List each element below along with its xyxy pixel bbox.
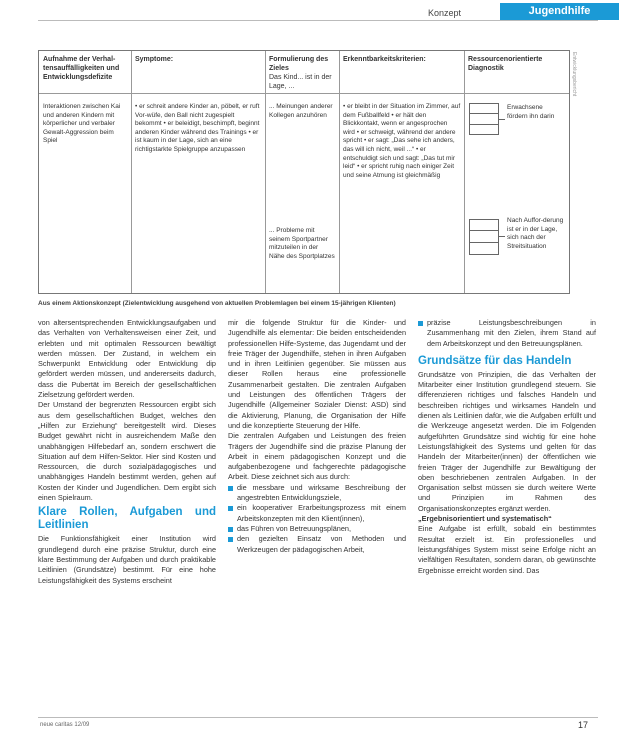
scale-line <box>469 124 499 125</box>
page-number: 17 <box>578 720 589 730</box>
list-item: ein kooperativer Erarbeitungsprozess mit einem Arbeitskonzepten mit den Klient(innen), <box>228 503 406 524</box>
table-header-3-sub: Das Kind... ist in der Lage, ... <box>269 74 332 90</box>
header-section-label: Konzept <box>428 8 462 18</box>
list-item: die messbare und wirksame Beschreibung der angestrebten Entwicklungsziele, <box>228 483 406 504</box>
diagnosis-table <box>38 50 570 294</box>
paragraph: Eine Aufgabe ist erfüllt, sobald ein bestimmtes Resultat erzielt ist. Ein professionelles und leistungsfähiges System misst seine Erfolge nicht an vielfältigen Resultaten, sondern daran, ob gewünschte Ergebnisse erreicht worden sind. Das <box>418 524 596 575</box>
paragraph: Der Umstand der begrenzten Ressourcen ergibt sich aus dem gesellschaftlichen Budget, welches den „Hilfen zur Erziehung“ bereitgestellt wird. Dieses Budget gewährt nicht in ausreichendem Maße den unabhängigen Hilfebedarf an, sondern erschwert die Situation auf dem Hilfen-Sektor. Hier sind Kosten und Ressourcen, die durch sozialpädagogisches und unabhängiges Handeln bestimmt werden, gehen auf Kosten der Kinder und Jugendlichen. Dem ergibt sich einen Spielraum. <box>38 400 216 503</box>
section-heading: Grundsätze für das Handeln <box>418 354 572 367</box>
paragraph: von altersentsprechenden Entwicklungsaufgaben und das Verhalten von Verhaltensweisen einer Zeit, und erlebten und mit optimalen Ressourcen bewältigt werden müssen. Der Zustand, in welchem ein Schwerpunkt Entwicklung oder Entwicklung dip gefördert werden müssen, und andererseits dadurch, dass die Pubertät im Bereich der gesellschaftlichen Zielsetzung gefördert werden. <box>38 318 216 400</box>
subheading: „Ergebnisorientiert und systematisch“ <box>418 514 552 524</box>
table-header-1: Aufnahme der Verhal-tensauffälligkeiten und Entwicklungsdefizite <box>43 56 120 81</box>
list-item: den gezielten Einsatz von Methoden und Werkzeugen der pädagogischen Arbeit, <box>228 534 406 555</box>
footer-journal: neue caritas 12/09 <box>40 722 90 728</box>
paragraph: Die zentralen Aufgaben und Leistungen des freien Trägers der Jugendhilfe sind die präzise Planung der Arbeit in einem pädagogischen Konzept und die aufgabenbezogene und fachgerechte pädagogische Arbeit. Diese zeichnet sich aus durch: <box>228 431 406 482</box>
scale-connector <box>499 236 505 237</box>
scale-box-2 <box>469 219 499 255</box>
footer-rule <box>38 717 598 718</box>
scale-line <box>469 113 499 114</box>
text-column-1 <box>38 318 216 586</box>
table-cell-behaviour: Interaktionen zwischen Kai und anderen Kindern mit körperlicher und verbaler Gewalt-Aggression beim Spiel <box>43 103 121 145</box>
table-header-4: Erkenntbarkeitskriterien: <box>343 56 426 63</box>
table-col-divider <box>339 51 340 293</box>
table-cell-goal-2: ... Probleme mit seinem Sportpartner mitzuteilen in der Nähe des Sportplatzes <box>269 227 335 260</box>
scale-box-1 <box>469 103 499 135</box>
table-header-3 <box>269 55 337 91</box>
header-tag: Jugendhilfe <box>500 3 619 20</box>
list-item: das Führen von Betreuungsplänen, <box>228 524 406 534</box>
text-column-2 <box>228 318 406 555</box>
table-col-divider <box>131 51 132 293</box>
table-header-rule <box>39 93 569 94</box>
table-col-divider <box>464 51 465 293</box>
paragraph: mir die folgende Struktur für die Kinder- und Jugendhilfe als elementar: Die beiden entscheidenden professionellen Hilfe-Systeme, das Jugendamt und der freie Träger der Jugendhilfe, stehen in ihren Aufgaben und in ihren Leitlinien gegenüber. Sie müssen aus dieser Rollen heraus eine professionelle Zusammenarbeit gestalten. Die zentralen Aufgaben und Leistungen des öffentlichen Trägers der Jugendhilfe (Allgemeiner Sozialer Dienst: ASD) sind die Aktivierung, Planung, die Organisation der Hilfe und die konzeptierte Steuerung der Hilfe. <box>228 318 406 430</box>
list-item: präzise Leistungsbeschreibungen in Zusammenhang mit den Zielen, ihrem Stand auf dem Arbeitskonzept und den Betreuungsplänen. <box>418 318 596 349</box>
scale-line <box>469 242 499 243</box>
section-heading: Klare Rollen, Aufgaben und Leitlinien <box>38 506 216 532</box>
table-cell-symptoms: • er schreit andere Kinder an, pöbelt, er ruft Vor-wüfe, den Ball nicht zugespielt bekommt • er beleidigt, beschimpft, beginnt anderen Kinder während des Trainings • er ist kaum in der Lage, sich an eine richtigstarkte Spielgruppe anzupassen <box>135 103 260 153</box>
table-cell-goal-1: ... Meinungen anderer Kollegen anzuhören <box>269 103 333 119</box>
header-rule <box>38 20 598 21</box>
scale-line <box>469 230 499 231</box>
table-cell-resources-2: Nach Auffor-derung ist er in der Lage, sich nach der Streitsituation <box>507 217 564 250</box>
side-margin-text: Entwicklungsbericht <box>571 52 577 97</box>
table-header-2: Symptome: <box>135 56 174 63</box>
table-header-3-title: Formulierung des Zieles <box>269 56 329 72</box>
paragraph: Die Funktionsfähigkeit einer Institution wird grundlegend durch eine präzise Struktur, durch eine klare Bestimmung der Aufgaben und durch praktikable Leitlinien (Grundsätze) bestimmt. Für eine hohe Leistungsfähigkeit des Systems erscheint <box>38 534 216 585</box>
table-header-5: Ressourcenorientierte Diagnostik <box>468 56 543 72</box>
table-caption: Aus einem Aktionskonzept (Zielentwicklung ausgehend von aktuellen Problemlagen bei einem 15-jährigen Klienten) <box>38 300 396 307</box>
table-cell-resources-1: Erwachsene fördern ihn darin <box>507 104 555 120</box>
paragraph: Grundsätze von Prinzipien, die das Verhalten der Mitarbeiter einer Institution grundlegend steuern. Sie differenzieren richtiges und falsches Handeln und beschreiben richtiges und wirksames Handeln und dienen als Leitlinien dafür, wie die Aufgaben erfüllt und die Werkzeuge angesetzt werden. Die im Folgenden aufgeführten Grundsätze sind wichtig für eine hohe Leistungsfähigkeit des Systems und gelten für das Handeln der Mitarbeiter(innen) der öffentlichen wie freien Träger der Jugendhilfe zur Bewältigung der oben beschriebenen zentralen Aufgaben. In der Organisation selbst müssen sie durch weitere Werte und Prinzipien im Rahmen des Organisationskonzeptes ergänzt werden. <box>418 369 596 513</box>
table-cell-criteria: • er bleibt in der Situation im Zimmer, auf dem Fußballfeld • er hält den Blickkontakt, wenn er angesprochen wird • er schweigt, während der andere spricht • er sagt: „Das sehe ich anders, das will ich nicht, weil ...“ • er entschuldigt sich und sagt: „Das tut mir leid“ • er spricht ruhig nach einiger Zeit und seine Atmung ist gleichmäßig <box>343 103 461 179</box>
scale-connector <box>499 119 505 120</box>
table-col-divider <box>265 51 266 293</box>
text-column-3 <box>418 318 596 576</box>
